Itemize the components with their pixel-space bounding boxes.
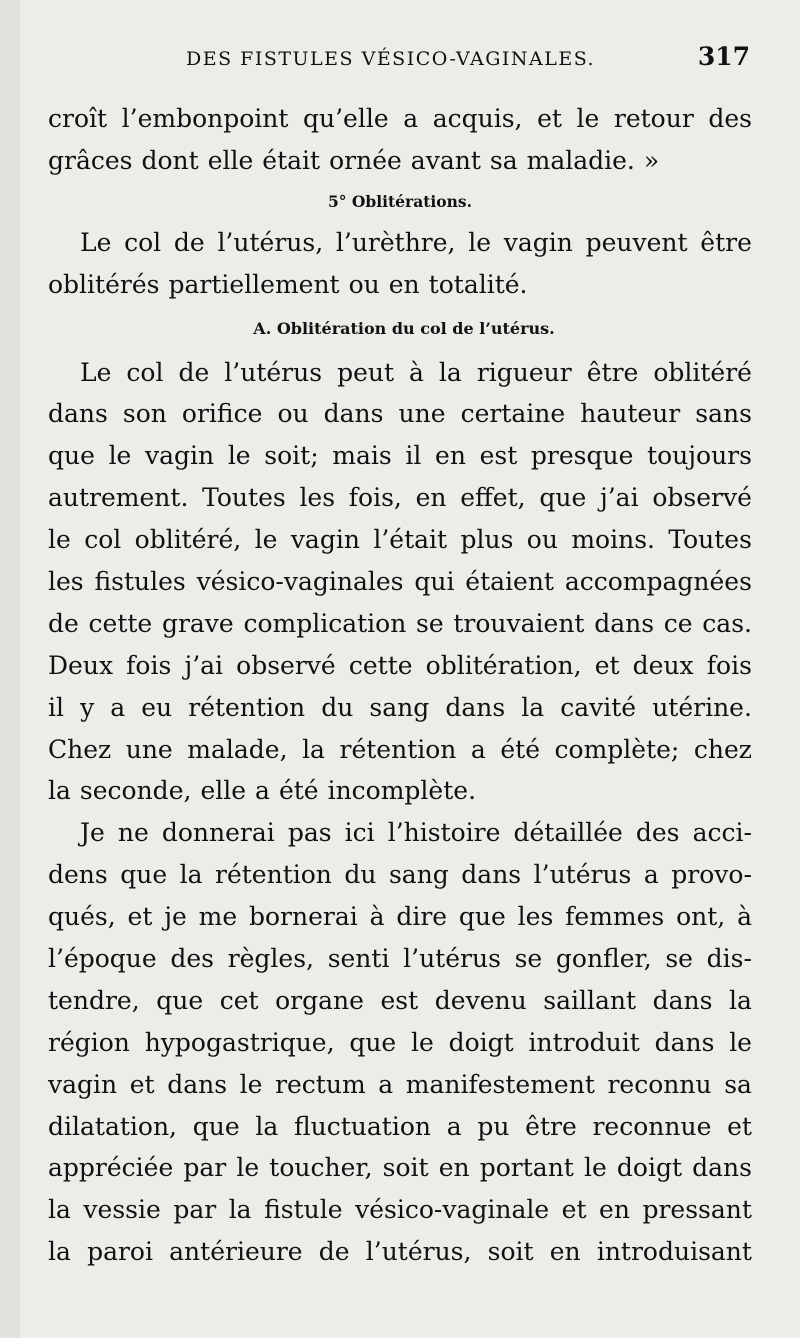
word: portant	[479, 1153, 574, 1183]
word: doigt	[448, 1027, 514, 1057]
word: fistule	[264, 1195, 343, 1225]
word: introduisant	[596, 1237, 752, 1267]
word: vagin	[503, 227, 573, 257]
word: oblitérés	[48, 269, 160, 299]
word: croît	[48, 104, 108, 133]
word: peut	[337, 357, 395, 387]
word: il	[405, 441, 422, 471]
word: dans	[48, 399, 108, 429]
word: et	[537, 104, 562, 133]
word: sang	[388, 860, 449, 890]
text-line	[48, 687, 752, 729]
word: rétention	[339, 734, 457, 764]
word: les	[48, 567, 84, 597]
word: a	[110, 692, 126, 722]
word: saillant	[543, 985, 637, 1015]
word: certaine	[460, 399, 566, 429]
text-line	[48, 729, 752, 771]
word: le	[227, 441, 251, 471]
word: et	[727, 1111, 752, 1141]
text-line	[48, 477, 752, 519]
word: mais	[332, 441, 392, 471]
text-line	[48, 770, 752, 812]
word: règles,	[227, 944, 315, 974]
word: le	[254, 525, 278, 555]
word: à	[409, 357, 424, 387]
word: une	[125, 734, 173, 764]
word: que	[156, 985, 204, 1015]
word: reconnue	[592, 1111, 712, 1141]
word: eu	[141, 692, 173, 722]
word: le	[729, 1027, 752, 1057]
word: que	[458, 902, 506, 932]
page-number: 317	[697, 42, 750, 71]
word: l’utérus,	[217, 227, 324, 257]
word: a	[470, 734, 486, 764]
word: être	[700, 227, 752, 257]
word: une	[398, 399, 446, 429]
word: reconnu	[607, 1069, 712, 1099]
word: étaient	[465, 567, 554, 597]
word: la	[48, 776, 71, 806]
word: le	[583, 1153, 607, 1183]
section-heading: 5° Oblitérations.	[327, 191, 473, 211]
word: devenu	[434, 985, 527, 1015]
word: oblitération,	[425, 650, 582, 680]
word: Chez	[48, 734, 112, 764]
word: l’époque	[48, 944, 157, 974]
text-line	[48, 222, 752, 264]
word: et	[129, 1069, 155, 1099]
word: oblitéré,	[134, 525, 242, 555]
word: ont,	[676, 902, 726, 932]
word: Toutes	[668, 525, 752, 555]
word: oblitéré	[653, 357, 752, 387]
word: je	[164, 902, 187, 932]
word: dans	[654, 1027, 715, 1057]
word: la	[302, 734, 325, 764]
word: est	[479, 441, 518, 471]
word: le	[239, 1069, 263, 1099]
word: Toutes	[202, 483, 286, 513]
word: grâces	[48, 145, 133, 175]
word: détaillée	[513, 818, 623, 848]
word: l’utérus,	[365, 1237, 472, 1267]
word: de	[178, 357, 210, 387]
word: en	[599, 1195, 630, 1225]
word: dilatation,	[48, 1111, 177, 1141]
word: cette	[88, 608, 153, 638]
word: les	[517, 902, 554, 932]
word: provo-	[671, 860, 752, 890]
word: vagin	[145, 441, 215, 471]
word: senti	[327, 944, 390, 974]
word: est	[380, 985, 419, 1015]
word: a	[446, 1111, 462, 1141]
word: partiellement	[168, 269, 340, 299]
word: cas.	[702, 608, 752, 638]
word: être	[586, 357, 639, 387]
word: trouvaient	[453, 608, 585, 638]
word: par	[173, 1195, 217, 1225]
word: qu’elle	[303, 104, 389, 133]
word: de	[48, 608, 79, 638]
word: fois	[126, 650, 172, 680]
word: incomplète.	[327, 776, 477, 806]
running-title: DES FISTULES VÉSICO-VAGINALES.	[186, 48, 596, 70]
word: de	[318, 1237, 350, 1267]
word: le	[236, 1153, 260, 1183]
word: en	[435, 441, 466, 471]
word: a	[403, 104, 419, 133]
word: il	[48, 692, 64, 722]
word: Le	[80, 357, 112, 387]
word: l’histoire	[387, 818, 501, 848]
word: la	[48, 1195, 71, 1225]
text-line	[48, 352, 752, 394]
word: appréciée	[48, 1153, 174, 1183]
word: vésico-vaginale	[355, 1195, 550, 1225]
word: dans	[445, 692, 506, 722]
word: été	[278, 776, 319, 806]
word: en	[388, 269, 420, 299]
word: dis-	[706, 944, 752, 974]
word: fluctuation	[293, 1111, 431, 1141]
word: maladie.	[526, 145, 635, 175]
word: elle	[207, 145, 254, 175]
word: pu	[477, 1111, 510, 1141]
word: cet	[219, 985, 259, 1015]
word: en	[415, 483, 447, 513]
word: dans	[461, 860, 522, 890]
word: rigueur	[476, 357, 572, 387]
word: vésico-vaginales	[196, 567, 404, 597]
word: antérieure	[169, 1237, 303, 1267]
word: les	[299, 483, 336, 513]
word: sang	[369, 692, 430, 722]
word: ici	[344, 818, 375, 848]
word: des	[170, 944, 215, 974]
text-line	[48, 98, 752, 140]
word: l’urèthre,	[335, 227, 456, 257]
word: que	[120, 860, 168, 890]
word: sans	[695, 399, 752, 429]
word: dens	[48, 860, 108, 890]
page-gutter-shadow	[0, 0, 20, 1338]
word: dans	[167, 1069, 228, 1099]
word: dans	[652, 985, 713, 1015]
text-line	[48, 1189, 752, 1231]
text-line	[48, 1064, 752, 1106]
text-line	[48, 1147, 752, 1189]
word: chez	[693, 734, 752, 764]
word: organe	[275, 985, 364, 1015]
word: Je	[80, 818, 105, 848]
word: le	[48, 525, 71, 555]
text-line	[48, 519, 752, 561]
word: deux	[632, 650, 694, 680]
word: soit;	[264, 441, 319, 471]
word: retour	[613, 104, 694, 133]
word: se	[514, 944, 543, 974]
word: être	[525, 1111, 577, 1141]
word: orifice	[181, 399, 263, 429]
word: et	[127, 902, 153, 932]
text-line	[48, 561, 752, 603]
word: sa	[489, 145, 518, 175]
word: a	[378, 1069, 394, 1099]
text-line	[48, 1106, 752, 1148]
subsection-heading: A. Oblitération du col de l’utérus.	[253, 318, 555, 338]
word: paroi	[87, 1237, 153, 1267]
word: ou	[526, 525, 558, 555]
word: rétention	[188, 692, 306, 722]
text-line	[48, 393, 752, 435]
word: vagin	[48, 1069, 118, 1099]
word: pressant	[642, 1195, 752, 1225]
word: était	[262, 145, 321, 175]
word: femmes	[565, 902, 665, 932]
word: donnerai	[161, 818, 275, 848]
text-line	[48, 812, 752, 854]
word: fois	[706, 650, 752, 680]
page-header	[48, 42, 752, 82]
word: du	[321, 692, 354, 722]
text-line	[48, 1022, 752, 1064]
word: totalité.	[428, 269, 528, 299]
word: des	[708, 104, 752, 133]
word: j’ai	[184, 650, 224, 680]
word: l’embonpoint	[121, 104, 289, 133]
word: que	[192, 1111, 240, 1141]
word: toujours	[647, 441, 752, 471]
text-line	[48, 854, 752, 896]
word: cette	[348, 650, 413, 680]
word: plus	[460, 525, 514, 555]
word: a	[643, 860, 659, 890]
word: »	[643, 145, 660, 175]
text-line	[48, 264, 752, 306]
word: autrement.	[48, 483, 189, 513]
word: qués,	[48, 902, 116, 932]
word: col	[84, 525, 122, 555]
text-line	[48, 140, 752, 182]
word: y	[80, 692, 95, 722]
text-line	[48, 938, 752, 980]
text-line	[48, 980, 752, 1022]
word: observé	[652, 483, 752, 513]
word: vessie	[83, 1195, 161, 1225]
word: grave	[161, 608, 234, 638]
word: gonfler,	[555, 944, 652, 974]
word: la	[729, 985, 752, 1015]
word: la	[48, 1237, 71, 1267]
word: ou	[277, 399, 309, 429]
word: toucher,	[269, 1153, 373, 1183]
word: se	[665, 944, 693, 974]
word: le	[108, 441, 132, 471]
text-line	[48, 1231, 752, 1273]
word: j’ai	[599, 483, 639, 513]
word: du	[344, 860, 377, 890]
word: l’utérus	[403, 944, 501, 974]
word: doigt	[616, 1153, 683, 1183]
word: hypogastrique,	[144, 1027, 335, 1057]
word: dans	[323, 399, 384, 429]
word: à	[369, 902, 385, 932]
word: bornerai	[248, 902, 358, 932]
word: observé	[236, 650, 336, 680]
word: été	[500, 734, 540, 764]
word: introduit	[528, 1027, 640, 1057]
word: complète;	[554, 734, 680, 764]
word: col	[124, 227, 162, 257]
word: rectum	[275, 1069, 366, 1099]
body-text	[48, 98, 752, 1273]
word: ce	[663, 608, 693, 638]
word: que	[48, 441, 95, 471]
word: le	[411, 1027, 434, 1057]
word: l’utérus	[533, 860, 632, 890]
word: ou	[348, 269, 380, 299]
word: moins.	[571, 525, 655, 555]
word: l’utérus	[224, 357, 323, 387]
word: et	[594, 650, 620, 680]
word: dans	[692, 1153, 752, 1183]
word: la	[255, 1111, 279, 1141]
word: qui	[414, 567, 455, 597]
word: dans	[594, 608, 655, 638]
word: vagin	[290, 525, 360, 555]
word: tendre,	[48, 985, 140, 1015]
word: de	[173, 227, 205, 257]
word: effet,	[460, 483, 526, 513]
word: par	[183, 1153, 227, 1183]
word: fistules	[94, 567, 186, 597]
word: dire	[396, 902, 448, 932]
word: la	[521, 692, 545, 722]
word: dont	[141, 145, 199, 175]
word: malade,	[187, 734, 288, 764]
word: en	[549, 1237, 581, 1267]
word: manifestement	[405, 1069, 595, 1099]
text-line	[48, 435, 752, 477]
word: la	[228, 1195, 252, 1225]
word: accompagnées	[564, 567, 752, 597]
word: avant	[410, 145, 481, 175]
word: a	[255, 776, 270, 806]
word: col	[126, 357, 164, 387]
word: ornée	[329, 145, 402, 175]
word: elle	[200, 776, 247, 806]
word: son	[122, 399, 167, 429]
word: cavité	[560, 692, 637, 722]
word: peuvent	[585, 227, 688, 257]
word: sa	[724, 1069, 752, 1099]
word: Deux	[48, 650, 114, 680]
word: région	[48, 1027, 130, 1057]
word: Le	[80, 227, 112, 257]
text-line	[48, 645, 752, 687]
word: et	[561, 1195, 587, 1225]
word: presque	[530, 441, 634, 471]
text-line	[48, 603, 752, 645]
word: acci-	[692, 818, 752, 848]
word: complication	[243, 608, 407, 638]
word: se	[416, 608, 444, 638]
word: à	[737, 902, 752, 932]
word: utérine.	[652, 692, 752, 722]
word: la	[438, 357, 462, 387]
word: la	[179, 860, 203, 890]
word: le	[468, 227, 492, 257]
word: seconde,	[79, 776, 192, 806]
text-line	[48, 896, 752, 938]
word: soit	[382, 1153, 429, 1183]
word: en	[438, 1153, 470, 1183]
word: hauteur	[580, 399, 681, 429]
word: rétention	[215, 860, 332, 890]
word: que	[539, 483, 587, 513]
word: que	[349, 1027, 397, 1057]
word: fois,	[348, 483, 402, 513]
word: ne	[117, 818, 149, 848]
word: l’était	[373, 525, 448, 555]
word: des	[635, 818, 680, 848]
word: soit	[487, 1237, 534, 1267]
word: pas	[287, 818, 332, 848]
word: acquis,	[432, 104, 523, 133]
word: le	[576, 104, 600, 133]
word: me	[198, 902, 238, 932]
